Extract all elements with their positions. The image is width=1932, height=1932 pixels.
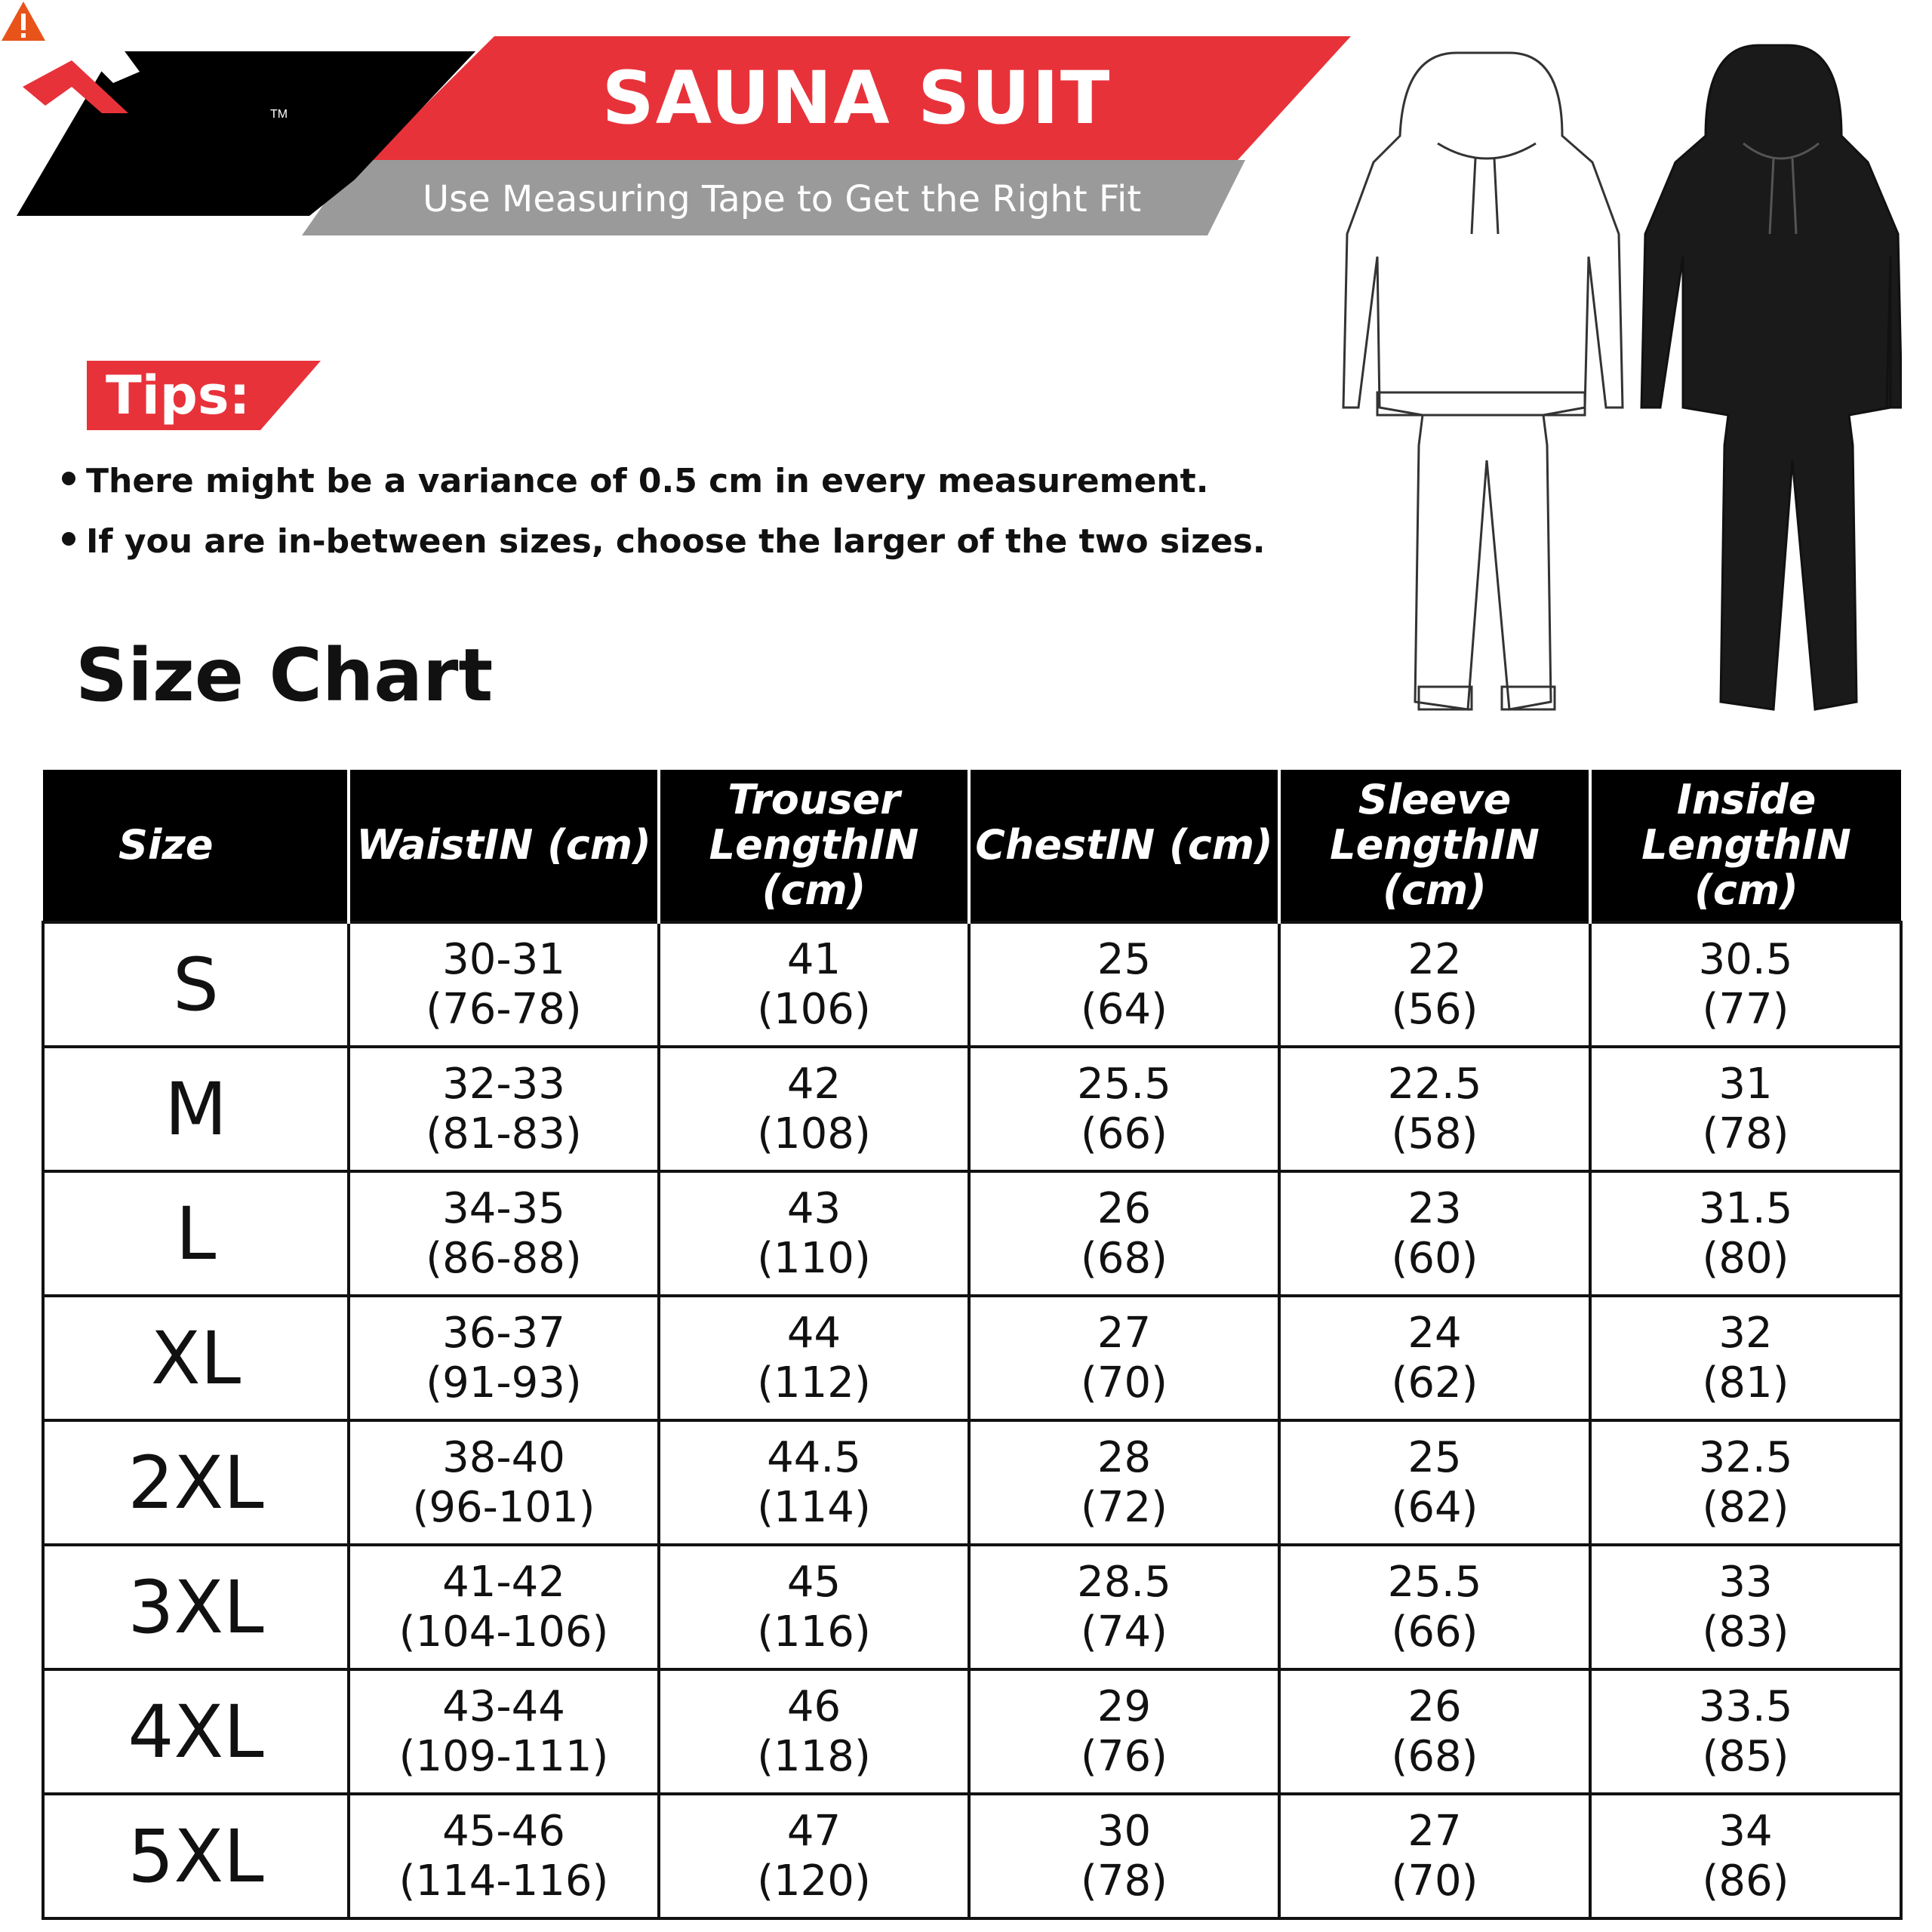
sleeve-cm: (60) [1391, 1233, 1478, 1283]
chest-cm: (70) [1081, 1358, 1168, 1407]
chest-cm: (66) [1081, 1109, 1168, 1158]
sleeve-inches: 27 [1407, 1806, 1462, 1856]
waist-inches: 30-31 [442, 934, 565, 984]
trouser-inches: 41 [786, 934, 841, 984]
sleeve-cm: (56) [1391, 984, 1478, 1034]
chest-cm: (74) [1081, 1607, 1168, 1657]
waist-cell [349, 1420, 659, 1545]
column-header-size: Size [43, 770, 349, 922]
sleeve-cell [1279, 1669, 1590, 1794]
column-header-chest: ChestIN (cm) [969, 770, 1279, 922]
inside-inches: 32 [1718, 1308, 1773, 1358]
sleeve-cell [1279, 1794, 1590, 1918]
sleeve-cm: (58) [1391, 1109, 1478, 1158]
trouser-cm: (108) [757, 1109, 871, 1158]
sleeve-cm: (68) [1391, 1731, 1478, 1781]
table-header-row [43, 770, 1901, 922]
inside-cm: (83) [1702, 1607, 1789, 1657]
inside-inches: 31 [1718, 1059, 1773, 1109]
chest-inches: 27 [1097, 1308, 1152, 1358]
inside-cm: (86) [1702, 1856, 1789, 1906]
waist-cm: (96-101) [412, 1482, 595, 1532]
inside-cell [1590, 1171, 1901, 1296]
chest-cell [969, 1794, 1279, 1918]
size-cell: 3XL [43, 1545, 349, 1669]
sleeve-cell [1279, 1420, 1590, 1545]
sleeve-inches: 22 [1407, 934, 1462, 984]
inside-cell [1590, 1794, 1901, 1918]
tip-item: If you are in-between sizes, choose the larger of the two sizes. [62, 521, 1266, 563]
trouser-cm: (110) [757, 1233, 871, 1283]
inside-cell [1590, 1296, 1901, 1420]
trouser-cell [659, 922, 969, 1047]
waist-cell [349, 1545, 659, 1669]
trouser-cm: (114) [757, 1482, 871, 1532]
size-cell: L [43, 1171, 349, 1296]
waist-cm: (109-111) [398, 1731, 609, 1781]
chest-inches: 30 [1097, 1806, 1152, 1856]
sleeve-cm: (62) [1391, 1358, 1478, 1407]
chest-cm: (72) [1081, 1482, 1168, 1532]
size-cell: 5XL [43, 1794, 349, 1918]
size-chart-title: Size Chart [75, 633, 494, 718]
waist-cell [349, 1669, 659, 1794]
waist-inches: 41-42 [442, 1557, 565, 1607]
trouser-inches: 42 [786, 1059, 841, 1109]
table-row [43, 1545, 1901, 1669]
table-row [43, 1296, 1901, 1420]
waist-cell [349, 922, 659, 1047]
trouser-cm: (116) [757, 1607, 871, 1657]
inside-cell [1590, 922, 1901, 1047]
waist-inches: 36-37 [442, 1308, 565, 1358]
table-row [43, 1171, 1901, 1296]
waist-cm: (114-116) [398, 1856, 609, 1906]
sleeve-inches: 23 [1407, 1183, 1462, 1233]
waist-inches: 38-40 [442, 1432, 565, 1482]
inside-inches: 33 [1718, 1557, 1773, 1607]
sleeve-cell [1279, 1171, 1590, 1296]
waist-inches: 43-44 [442, 1681, 565, 1731]
trouser-cm: (112) [757, 1358, 871, 1407]
chest-cm: (68) [1081, 1233, 1168, 1283]
table-row [43, 1669, 1901, 1794]
sleeve-inches: 25 [1407, 1432, 1462, 1482]
column-header-trouser-length: Trouser LengthIN (cm) [659, 770, 969, 922]
trouser-cell [659, 1545, 969, 1669]
chest-cm: (78) [1081, 1856, 1168, 1906]
chest-cell [969, 1296, 1279, 1420]
tip-item: There might be a variance of 0.5 cm in every measurement. [62, 460, 1208, 503]
column-header-inside-length: Inside LengthIN (cm) [1590, 770, 1901, 922]
chest-inches: 25.5 [1077, 1059, 1171, 1109]
chest-cell [969, 1669, 1279, 1794]
waist-cell [349, 1794, 659, 1918]
sleeve-cm: (70) [1391, 1856, 1478, 1906]
inside-cell [1590, 1047, 1901, 1171]
trouser-cm: (120) [757, 1856, 871, 1906]
sleeve-inches: 22.5 [1387, 1059, 1482, 1109]
chest-cell [969, 1047, 1279, 1171]
trouser-inches: 46 [786, 1681, 841, 1731]
size-chart-table [42, 770, 1903, 1920]
inside-cm: (80) [1702, 1233, 1789, 1283]
sleeve-cell [1279, 1047, 1590, 1171]
table-row [43, 1794, 1901, 1918]
warning-icon [0, 0, 47, 42]
size-cell: 2XL [43, 1420, 349, 1545]
sleeve-cell [1279, 1545, 1590, 1669]
size-cell: S [43, 922, 349, 1047]
size-cell: M [43, 1047, 349, 1171]
waist-cm: (76-78) [426, 984, 582, 1034]
waist-cell [349, 1296, 659, 1420]
waist-cell [349, 1171, 659, 1296]
table-row [43, 1420, 1901, 1545]
product-illustrations [1328, 38, 1902, 717]
column-header-sleeve-length: Sleeve LengthIN (cm) [1279, 770, 1590, 922]
waist-inches: 45-46 [442, 1806, 565, 1856]
size-cell: 4XL [43, 1669, 349, 1794]
waist-cm: (104-106) [398, 1607, 609, 1657]
waist-cm: (91-93) [426, 1358, 582, 1407]
waist-cell [349, 1047, 659, 1171]
white-sauna-suit-illustration [1343, 53, 1623, 709]
trouser-cell [659, 1047, 969, 1171]
trouser-inches: 43 [786, 1183, 841, 1233]
trouser-cm: (118) [757, 1731, 871, 1781]
header-banner [0, 0, 1358, 249]
chest-cell [969, 1171, 1279, 1296]
trademark-mark: TM [270, 108, 288, 121]
page-subtitle: Use Measuring Tape to Get the Right Fit [423, 178, 1142, 220]
bullet-icon [62, 532, 75, 546]
waist-inches: 32-33 [442, 1059, 565, 1109]
chest-inches: 28 [1097, 1432, 1152, 1482]
waist-cm: (81-83) [426, 1109, 582, 1158]
chest-cell [969, 1420, 1279, 1545]
inside-cm: (81) [1702, 1358, 1789, 1407]
chest-inches: 29 [1097, 1681, 1152, 1731]
sleeve-inches: 25.5 [1387, 1557, 1482, 1607]
bullet-icon [62, 472, 75, 485]
sleeve-cm: (64) [1391, 1482, 1478, 1532]
sleeve-cell [1279, 1296, 1590, 1420]
size-cell: XL [43, 1296, 349, 1420]
trouser-cm: (106) [757, 984, 871, 1034]
chest-cm: (76) [1081, 1731, 1168, 1781]
inside-cm: (78) [1702, 1109, 1789, 1158]
size-chart-body [43, 922, 1901, 1918]
sleeve-cm: (66) [1391, 1607, 1478, 1657]
trouser-inches: 44.5 [767, 1432, 861, 1482]
black-sauna-suit-illustration [1641, 45, 1902, 709]
inside-cell [1590, 1669, 1901, 1794]
trouser-cell [659, 1296, 969, 1420]
sleeve-inches: 26 [1407, 1681, 1462, 1731]
trouser-cell [659, 1171, 969, 1296]
chest-cm: (64) [1081, 984, 1168, 1034]
trouser-cell [659, 1794, 969, 1918]
inside-cm: (82) [1702, 1482, 1789, 1532]
table-row [43, 922, 1901, 1047]
trouser-cell [659, 1420, 969, 1545]
inside-inches: 32.5 [1698, 1432, 1793, 1482]
sleeve-inches: 24 [1407, 1308, 1462, 1358]
sleeve-cell [1279, 922, 1590, 1047]
inside-cell [1590, 1545, 1901, 1669]
chest-inches: 28.5 [1077, 1557, 1171, 1607]
inside-inches: 34 [1718, 1806, 1773, 1856]
inside-inches: 30.5 [1698, 934, 1793, 984]
trouser-inches: 44 [786, 1308, 841, 1358]
inside-cm: (85) [1702, 1731, 1789, 1781]
trouser-inches: 45 [786, 1557, 841, 1607]
column-header-waist: WaistIN (cm) [349, 770, 659, 922]
table-row [43, 1047, 1901, 1171]
inside-cm: (77) [1702, 984, 1789, 1034]
inside-inches: 33.5 [1698, 1681, 1793, 1731]
waist-inches: 34-35 [442, 1183, 565, 1233]
inside-cell [1590, 1420, 1901, 1545]
trouser-cell [659, 1669, 969, 1794]
tips-label: Tips: [106, 365, 251, 426]
trouser-inches: 47 [786, 1806, 841, 1856]
chest-cell [969, 1545, 1279, 1669]
chest-cell [969, 922, 1279, 1047]
chest-inches: 25 [1097, 934, 1152, 984]
page-title: SAUNA SUIT [601, 56, 1112, 140]
chest-inches: 26 [1097, 1183, 1152, 1233]
waist-cm: (86-88) [426, 1233, 582, 1283]
inside-inches: 31.5 [1698, 1183, 1793, 1233]
